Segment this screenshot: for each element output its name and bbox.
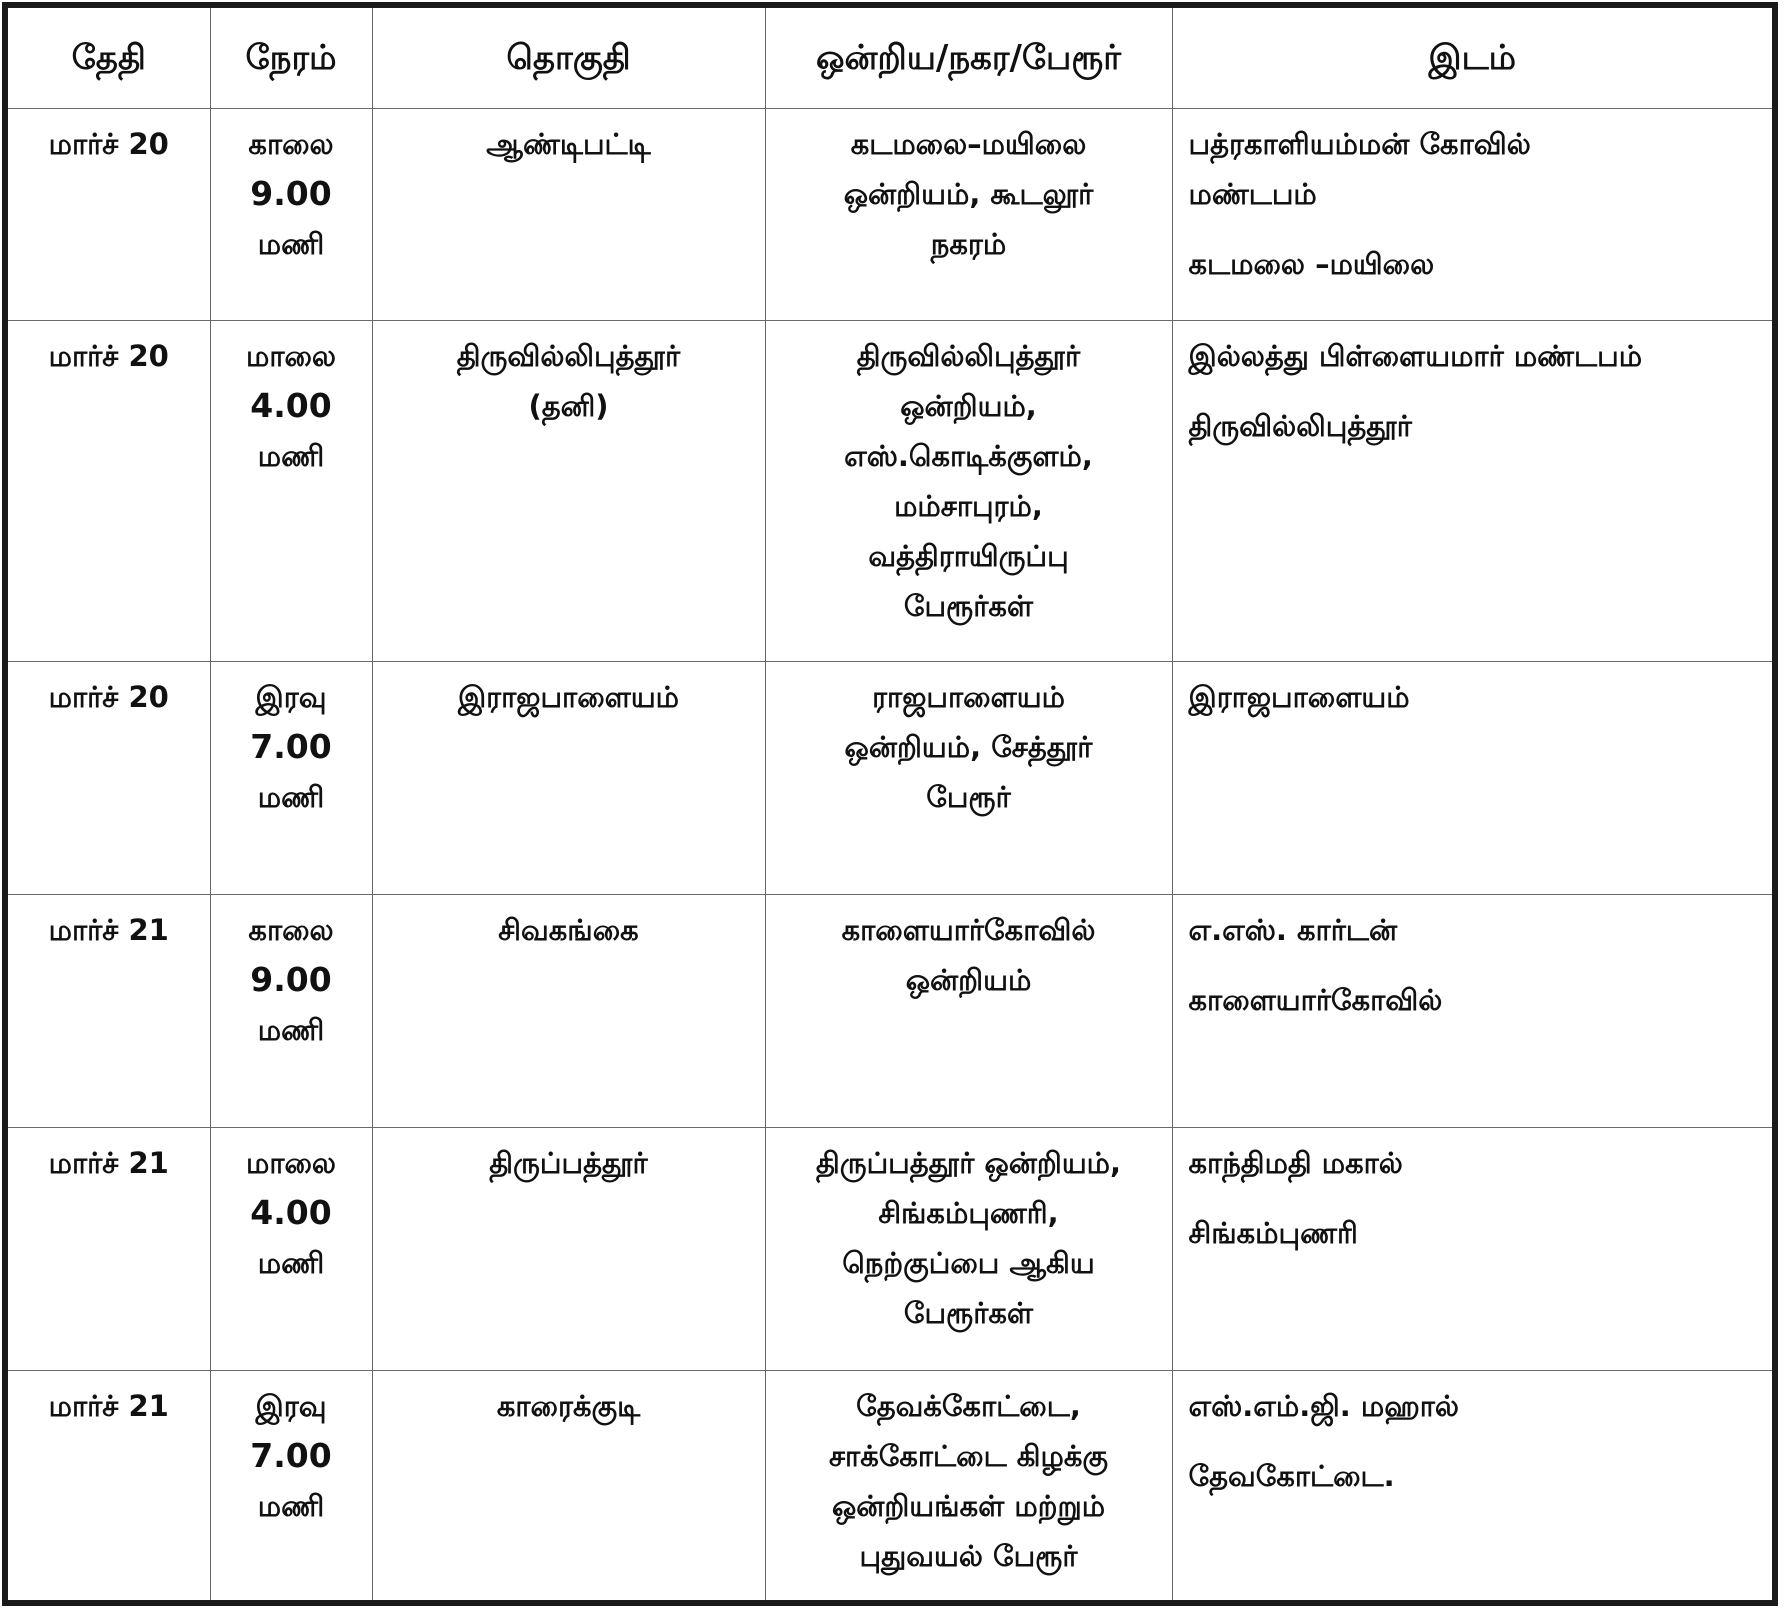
constituency-cell: காரைக்குடி bbox=[372, 1370, 765, 1600]
venue-cell bbox=[1172, 320, 1772, 661]
venue-line: எ.எஸ். கார்டன் bbox=[1188, 912, 1398, 947]
date-cell: மார்ச் 20 bbox=[8, 320, 210, 661]
time-value: 4.00 bbox=[250, 1192, 332, 1232]
time-period: மாலை bbox=[245, 338, 336, 373]
venue-line: இல்லத்து பிள்ளையமார் மண்டபம் bbox=[1188, 338, 1643, 373]
area-cell bbox=[765, 1127, 1172, 1370]
constituency-cell: ஆண்டிபட்டி bbox=[372, 108, 765, 320]
time-unit: மணி bbox=[257, 779, 325, 814]
area-cell bbox=[765, 108, 1172, 320]
venue-cell bbox=[1172, 661, 1772, 894]
header-constituency: தொகுதி bbox=[372, 8, 765, 108]
area-line: பேரூர்கள் bbox=[903, 1295, 1034, 1330]
header-venue: இடம் bbox=[1172, 8, 1772, 108]
time-unit: மணி bbox=[257, 1488, 325, 1523]
time-period: காலை bbox=[248, 912, 334, 947]
venue-line: கடமலை –மயிலை bbox=[1188, 246, 1435, 281]
table-row bbox=[8, 320, 1772, 661]
schedule-frame bbox=[2, 2, 1778, 1606]
area-line: ஒன்றியம், கூடலூர் bbox=[843, 176, 1094, 211]
table-row bbox=[8, 1370, 1772, 1600]
time-cell bbox=[210, 661, 372, 894]
constituency-cell bbox=[372, 320, 765, 661]
date-cell: மார்ச் 20 bbox=[8, 108, 210, 320]
venue-line: தேவகோட்டை. bbox=[1188, 1458, 1395, 1493]
area-line: ஒன்றியம் bbox=[905, 962, 1032, 997]
time-value: 9.00 bbox=[250, 959, 332, 999]
area-line: ஒன்றியம், bbox=[900, 388, 1037, 423]
time-value: 7.00 bbox=[250, 726, 332, 766]
constituency-cell: திருப்பத்தூர் bbox=[372, 1127, 765, 1370]
area-line: சாக்கோட்டை கிழக்கு bbox=[829, 1438, 1108, 1473]
venue-line: சிங்கம்புணரி bbox=[1188, 1215, 1358, 1250]
area-line: பேரூர் bbox=[926, 779, 1011, 814]
time-period: இரவு bbox=[255, 1388, 327, 1423]
time-cell bbox=[210, 894, 372, 1127]
venue-line: பத்ரகாளியம்மன் கோவில் bbox=[1188, 126, 1531, 161]
area-cell bbox=[765, 1370, 1172, 1600]
area-line: தேவக்கோட்டை, bbox=[856, 1388, 1081, 1423]
area-cell bbox=[765, 894, 1172, 1127]
area-line: ஒன்றியம், சேத்தூர் bbox=[844, 729, 1093, 764]
header-time: நேரம் bbox=[210, 8, 372, 108]
time-cell bbox=[210, 320, 372, 661]
schedule-table bbox=[8, 8, 1772, 1600]
time-period: இரவு bbox=[255, 679, 327, 714]
table-row bbox=[8, 108, 1772, 320]
venue-cell bbox=[1172, 1127, 1772, 1370]
time-period: காலை bbox=[248, 126, 334, 161]
area-line: சிங்கம்புணரி, bbox=[878, 1195, 1059, 1230]
venue-line: காந்திமதி மகால் bbox=[1188, 1145, 1403, 1180]
area-line: திருப்பத்தூர் ஒன்றியம், bbox=[815, 1145, 1122, 1180]
venue-cell bbox=[1172, 108, 1772, 320]
date-cell: மார்ச் 20 bbox=[8, 661, 210, 894]
time-value: 9.00 bbox=[250, 173, 332, 213]
time-cell bbox=[210, 1370, 372, 1600]
constituency-cell: சிவகங்கை bbox=[372, 894, 765, 1127]
time-cell bbox=[210, 108, 372, 320]
area-line: நகரம் bbox=[930, 226, 1007, 261]
area-line: வத்திராயிருப்பு bbox=[868, 538, 1069, 573]
date-cell: மார்ச் 21 bbox=[8, 1127, 210, 1370]
date-cell: மார்ச் 21 bbox=[8, 894, 210, 1127]
venue-line: எஸ்.எம்.ஜி. மஹால் bbox=[1188, 1388, 1459, 1423]
area-line: திருவில்லிபுத்தூர் bbox=[856, 338, 1081, 373]
area-line: புதுவயல் பேரூர் bbox=[859, 1538, 1078, 1573]
venue-line: மண்டபம் bbox=[1188, 176, 1317, 211]
time-value: 4.00 bbox=[250, 385, 332, 425]
time-unit: மணி bbox=[257, 1245, 325, 1280]
header-date: தேதி bbox=[8, 8, 210, 108]
venue-cell bbox=[1172, 1370, 1772, 1600]
constituency-name: திருவில்லிபுத்தூர் (தனி) bbox=[456, 338, 681, 423]
header-row bbox=[8, 8, 1772, 108]
venue-line: திருவில்லிபுத்தூர் bbox=[1188, 408, 1412, 443]
time-unit: மணி bbox=[257, 438, 325, 473]
area-line: எஸ்.கொடிக்குளம், bbox=[844, 438, 1093, 473]
venue-line: காளையார்கோவில் bbox=[1188, 982, 1443, 1017]
area-line: ஒன்றியங்கள் மற்றும் bbox=[831, 1488, 1106, 1523]
table-row bbox=[8, 1127, 1772, 1370]
venue-line: இராஜபாளையம் bbox=[1188, 679, 1410, 714]
constituency-cell: இராஜபாளையம் bbox=[372, 661, 765, 894]
table-row bbox=[8, 661, 1772, 894]
time-unit: மணி bbox=[257, 226, 325, 261]
area-line: பேரூர்கள் bbox=[903, 588, 1034, 623]
area-line: கடமலை–மயிலை bbox=[850, 126, 1087, 161]
area-line: ராஜபாளையம் bbox=[872, 679, 1065, 714]
area-line: காளையார்கோவில் bbox=[841, 912, 1096, 947]
venue-cell bbox=[1172, 894, 1772, 1127]
area-line: நெற்குப்பை ஆகிய bbox=[842, 1245, 1095, 1280]
table-row bbox=[8, 894, 1772, 1127]
time-cell bbox=[210, 1127, 372, 1370]
time-unit: மணி bbox=[257, 1012, 325, 1047]
time-period: மாலை bbox=[245, 1145, 336, 1180]
header-area: ஒன்றிய/நகர/பேரூர் bbox=[765, 8, 1172, 108]
date-cell: மார்ச் 21 bbox=[8, 1370, 210, 1600]
area-line: மம்சாபுரம், bbox=[894, 488, 1043, 523]
area-cell bbox=[765, 661, 1172, 894]
area-cell bbox=[765, 320, 1172, 661]
time-value: 7.00 bbox=[250, 1435, 332, 1475]
